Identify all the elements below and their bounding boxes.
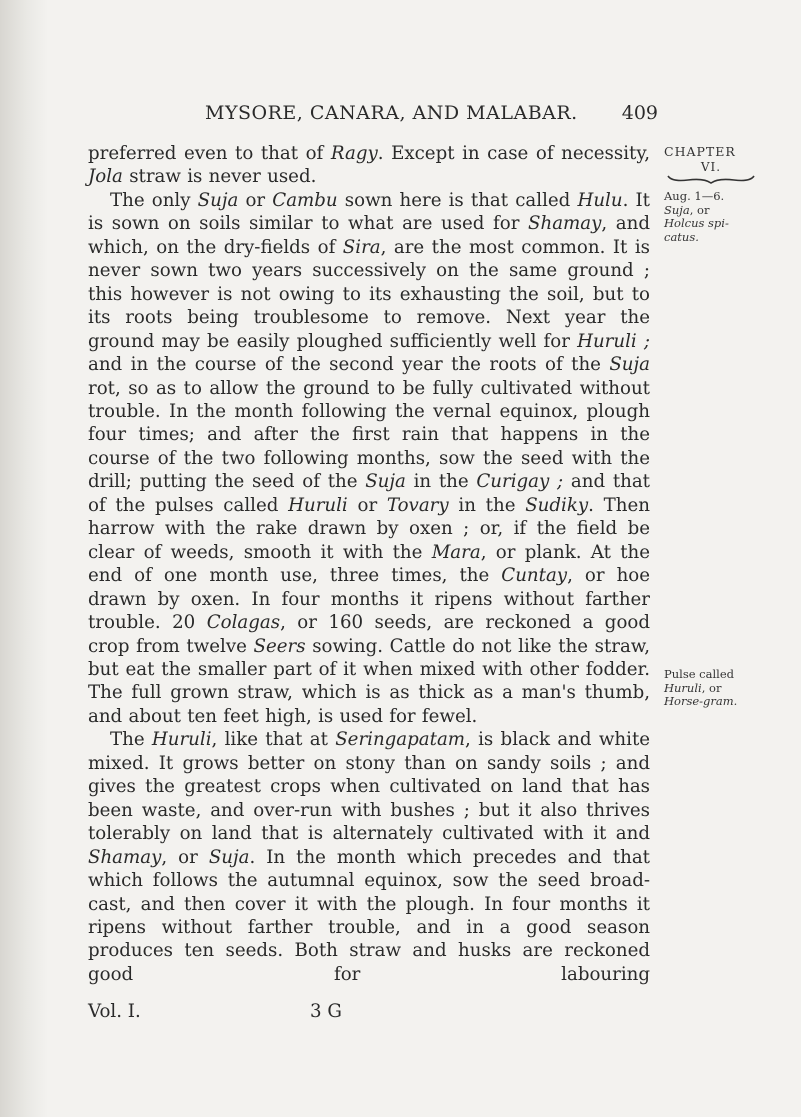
sidenote-line: Huruli, or <box>664 680 722 695</box>
paragraph: The only Suja or Cambu sown here is that called Hulu. It is sown on soils similar to what are used for Shamay, and which, on the dry-fields of Sira, are the most common. It is never sown two years successively on the same ground ; this however is not owing to its exhausting the soil, but to its roots being troublesome to remove. Next year the ground may be easily ploughed sufficiently well for Huruli ; and in the course of the second year the roots of the Suja rot, so as to allow the ground to be fully cultivated without trouble. In the month following the vernal equinox, plough four times; and after the first rain that happens in the course of the two following months, sow the seed with the drill; putting the seed of the Suja in the Curigay ; and that of the pulses called Huruli or Tovary in the Sudiky. Then harrow with the rake drawn by oxen ; or, if the field be clear of weeds, smooth it with the Mara, or plank. At the end of one month use, three times, the Cuntay, or hoe drawn by oxen. In four months it ripens without farther trouble. 20 Colagas, or 160 seeds, are reckoned a good crop from twelve Seers sowing. Cattle do not like the straw, but eat the smaller part of it when mixed with other fodder. The full grown straw, which is as thick as a man's thumb, and about ten feet high, is used for fewel. <box>88 189 651 727</box>
running-head: MYSORE, CANARA, AND MALABAR. <box>205 102 578 124</box>
chapter-label: CHAPTER <box>664 144 736 159</box>
paragraph: preferred even to that of Ragy. Except in case of necessity, Jola straw is never used. <box>88 143 650 188</box>
sidenote-line: Suja, or <box>664 202 710 217</box>
body-text <box>88 142 650 986</box>
signature-mark: 3 G <box>310 1001 342 1022</box>
chapter-sidenote <box>664 145 794 184</box>
paragraph: The Huruli, like that at Seringapatam, is black and white mixed. It grows better on stony than on sandy soils ; and gives the greatest crops when cultivated on land that has been waste, and over-run with bushes ; but it also thrives tolerably on land that is alternately cultivated with it and Shamay, or Suja. In the month which precedes and that which follows the autumnal equinox, sow the seed broad-cast, and then cover it with the plough. In four months it ripens without farther trouble, and in a good season produces ten seeds. Both straw and husks are reckoned good for labouring <box>88 729 651 985</box>
brace-ornament-icon <box>664 174 758 184</box>
chapter-number: VI. <box>700 159 722 174</box>
sidenote-line: catus. <box>664 229 699 244</box>
volume-mark: Vol. I. <box>88 1001 141 1022</box>
sidenote-line: Holcus spi- <box>664 216 729 230</box>
sidenote-huruli <box>664 668 794 709</box>
page-number: 409 <box>621 102 658 124</box>
sidenote-line: Pulse called <box>664 667 735 681</box>
sidenote-date: Aug. 1—6. <box>664 189 725 203</box>
page-gutter-shadow <box>0 0 48 1117</box>
sidenote-suja <box>664 190 794 244</box>
sidenote-line: Horse-gram. <box>664 694 738 708</box>
